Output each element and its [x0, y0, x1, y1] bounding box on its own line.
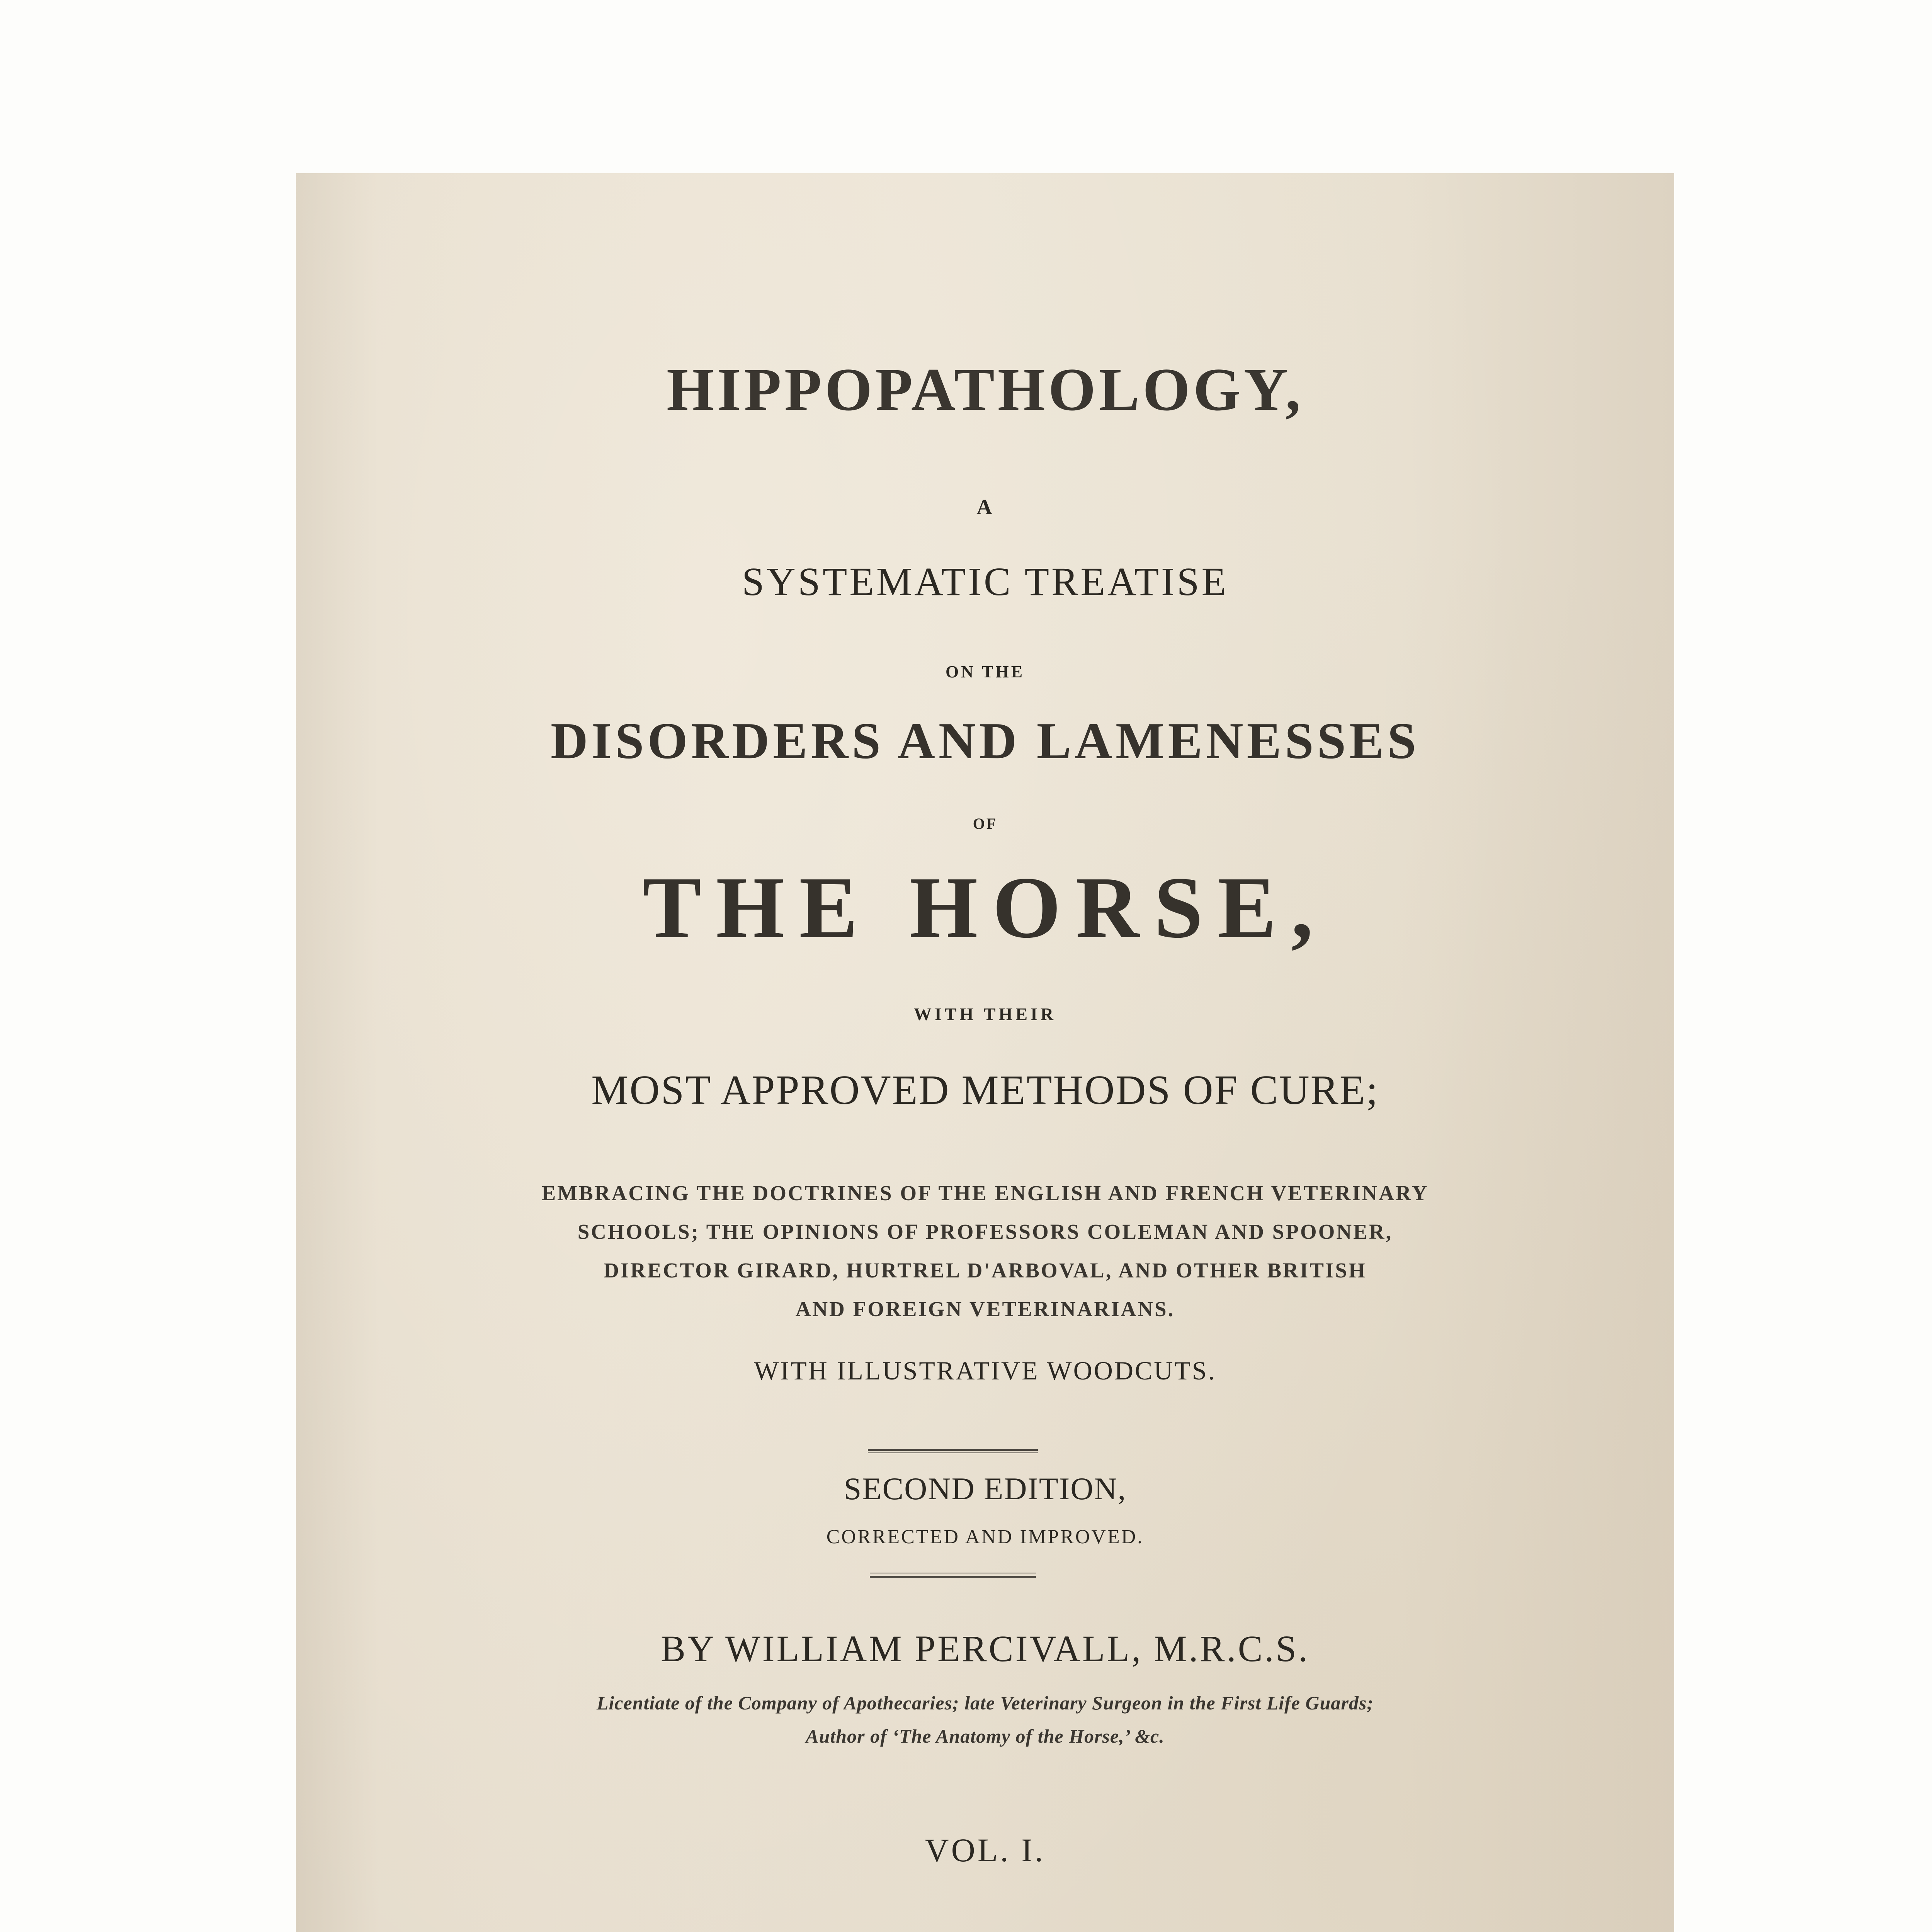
edition-note: CORRECTED AND IMPROVED. — [826, 1526, 1144, 1548]
connector-of: OF — [973, 815, 998, 832]
embracing-line: DIRECTOR GIRARD, HURTREL D'ARBOVAL, AND OTHER BRITISH — [604, 1259, 1367, 1282]
subtitle-horse: THE HORSE, — [642, 859, 1328, 956]
scanned-title-page — [296, 173, 1674, 1932]
subtitle-disorders: DISORDERS AND LAMENESSES — [551, 712, 1420, 769]
book-title: HIPPOPATHOLOGY, — [667, 356, 1304, 423]
edition: SECOND EDITION, — [844, 1471, 1127, 1506]
connector-on-the: ON THE — [945, 662, 1025, 681]
author-credentials: Licentiate of the Company of Apothecaries; late Veterinary Surgeon in the First Life Guards; — [597, 1692, 1374, 1714]
subtitle-methods: MOST APPROVED METHODS OF CURE; — [591, 1067, 1379, 1113]
divider-rule — [870, 1576, 1036, 1578]
embracing-line: SCHOOLS; THE OPINIONS OF PROFESSORS COLEMAN AND SPOONER, — [577, 1220, 1393, 1243]
embracing-line: EMBRACING THE DOCTRINES OF THE ENGLISH AND FRENCH VETERINARY — [541, 1181, 1429, 1205]
title-article: A — [976, 495, 994, 519]
author-line: BY WILLIAM PERCIVALL, M.R.C.S. — [660, 1628, 1310, 1669]
divider-rule — [868, 1452, 1038, 1453]
volume-number: VOL. I. — [925, 1832, 1046, 1869]
divider-rule — [868, 1449, 1038, 1451]
subtitle-systematic: SYSTEMATIC TREATISE — [742, 560, 1229, 604]
woodcuts-note: WITH ILLUSTRATIVE WOODCUTS. — [754, 1356, 1216, 1385]
author-credentials: Author of ‘The Anatomy of the Horse,’ &c. — [806, 1725, 1165, 1747]
embracing-line: AND FOREIGN VETERINARIANS. — [795, 1297, 1175, 1321]
connector-with-their: WITH THEIR — [913, 1004, 1057, 1024]
